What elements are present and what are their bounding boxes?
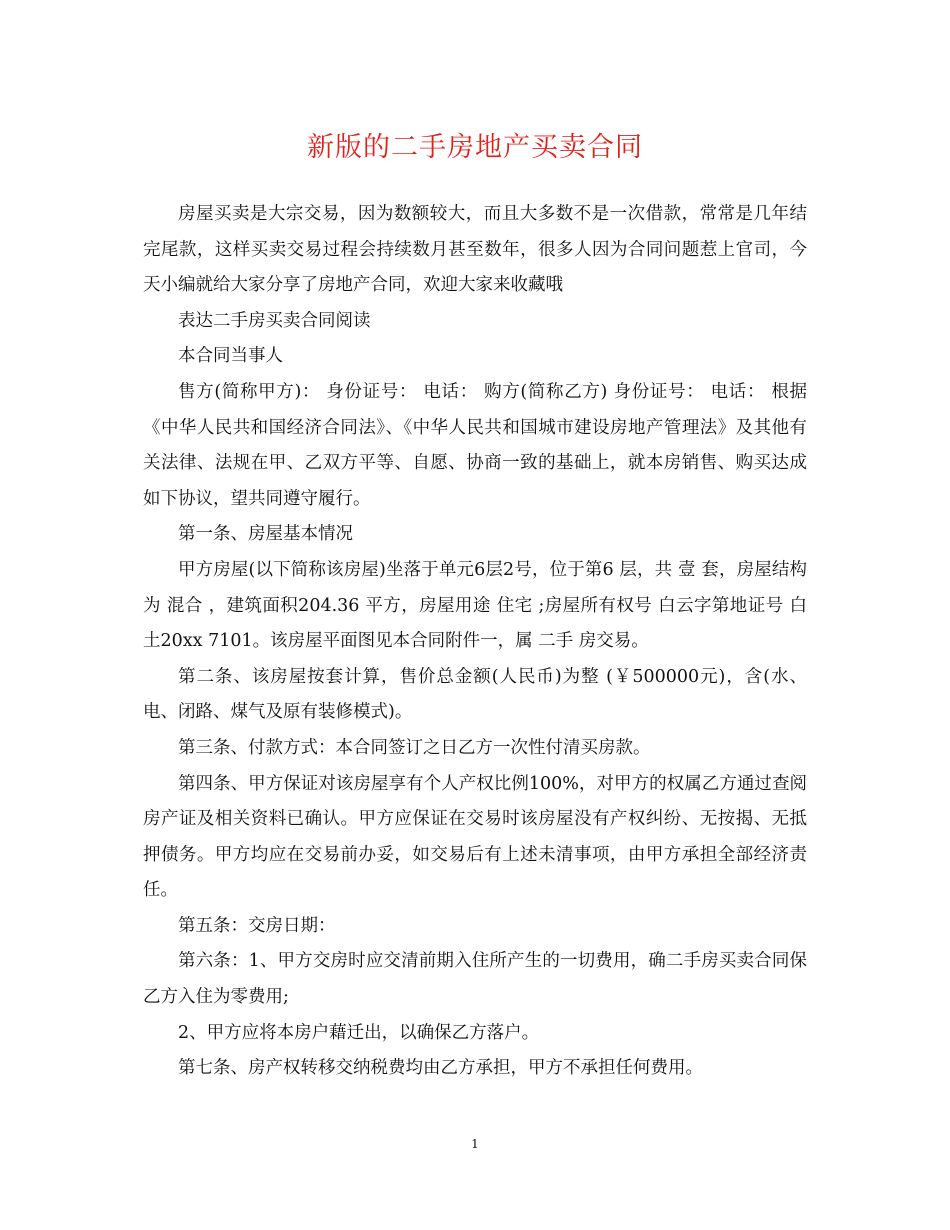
paragraph-parties-heading: 本合同当事人 (178, 346, 283, 367)
document-title: 新版的二手房地产买卖合同 (307, 132, 643, 163)
paragraph-article-6-item-1: 第六条：1、甲方交房时应交清前期入住所产生的一切费用，确二手房买卖合同保乙方入住为零费用; (143, 951, 807, 1008)
paragraph-article-3: 第三条、付款方式：本合同签订之日乙方一次性付清买房款。 (178, 737, 651, 758)
paragraph-article-6-item-2: 2、甲方应将本房户藉迁出，以确保乙方落户。 (178, 1022, 540, 1043)
paragraph-read-link: 表达二手房买卖合同阅读 (178, 310, 371, 331)
paragraph-article-5: 第五条：交房日期： (178, 915, 336, 936)
paragraph-article-1: 甲方房屋(以下简称该房屋)坐落于单元6层2号，位于第6 层，共 壹 套，房屋结构为 混合 ，建筑面积204.36 平方，房屋用途 住宅 ;房屋所有权号 白云字第地证号 白土20xx 7101。该房屋平面图见本合同附件一，属 二手 房交易。 (143, 559, 807, 652)
paragraph-article-4: 第四条、甲方保证对该房屋享有个人产权比例100%，对甲方的权属乙方通过查阅房产证及相关资料已确认。甲方应保证在交易时该房屋没有产权纠纷、无按揭、无抵押债务。甲方均应在交易前办妥，如交易后有上述未清事项，由甲方承担全部经济责任。 (143, 773, 807, 901)
page-number: 1 (471, 1137, 479, 1151)
paragraph-parties: 售方(简称甲方)： 身份证号： 电话： 购方(简称乙方) 身份证号： 电话： 根据《中华人民共和国经济合同法》、《中华人民共和国城市建设房地产管理法》及其他有关法律、法规在甲、乙双方平等、自愿、协商一致的基础上，就本房销售、购买达成如下协议，望共同遵守履行。 (143, 381, 807, 509)
document-body (143, 197, 807, 1087)
paragraph-intro: 房屋买卖是大宗交易，因为数额较大，而且大多数不是一次借款，常常是几年结完尾款，这样买卖交易过程会持续数月甚至数年，很多人因为合同问题惹上官司，今天小编就给大家分享了房地产合同，欢迎大家来收藏哦 (143, 204, 807, 296)
paragraph-article-7: 第七条、房产权转移交纳税费均由乙方承担，甲方不承担任何费用。 (178, 1058, 703, 1079)
paragraph-article-1-heading: 第一条、房屋基本情况 (178, 524, 353, 545)
paragraph-article-2: 第二条、该房屋按套计算，售价总金额(人民币)为整 (￥500000元)，含(水、电、闭路、煤气及原有装修模式)。 (143, 666, 807, 723)
